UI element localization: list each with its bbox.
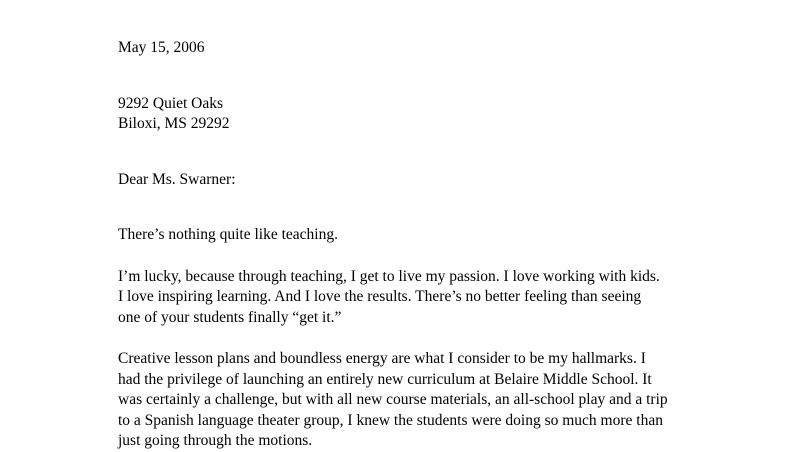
date-line: May 15, 2006 bbox=[118, 39, 205, 56]
paragraph-line: I’m lucky, because through teaching, I get to live my passion. I love working with kids. bbox=[118, 267, 660, 285]
recipient-address bbox=[118, 94, 718, 135]
letter-date bbox=[118, 38, 718, 59]
paragraph-line: just going through the motions. bbox=[118, 432, 313, 450]
paragraph-line: to a Spanish language theater group, I knew the students were doing so much more than bbox=[118, 411, 663, 429]
paragraph-line: I love inspiring learning. And I love the results. There’s no better feeling than seeing bbox=[118, 288, 642, 306]
address-line-city: Biloxi, MS 29292 bbox=[118, 115, 230, 133]
paragraph-line: was certainly a challenge, but with all new course materials, an all-school play and a trip bbox=[118, 391, 668, 409]
paragraph-2 bbox=[118, 267, 718, 329]
paragraph-line: one of your students finally “get it.” bbox=[118, 308, 342, 326]
address-line-street: 9292 Quiet Oaks bbox=[118, 94, 224, 112]
paragraph-3 bbox=[118, 349, 718, 452]
salutation-line: Dear Ms. Swarner: bbox=[118, 170, 236, 188]
paragraph-1 bbox=[118, 225, 718, 246]
paragraph-line: There’s nothing quite like teaching. bbox=[118, 226, 338, 244]
paragraph-line: Creative lesson plans and boundless energy are what I consider to be my hallmarks. I bbox=[118, 349, 646, 367]
paragraph-line: had the privilege of launching an entirely new curriculum at Belaire Middle School. It bbox=[118, 370, 652, 388]
salutation bbox=[118, 170, 718, 191]
cover-letter bbox=[118, 38, 718, 452]
